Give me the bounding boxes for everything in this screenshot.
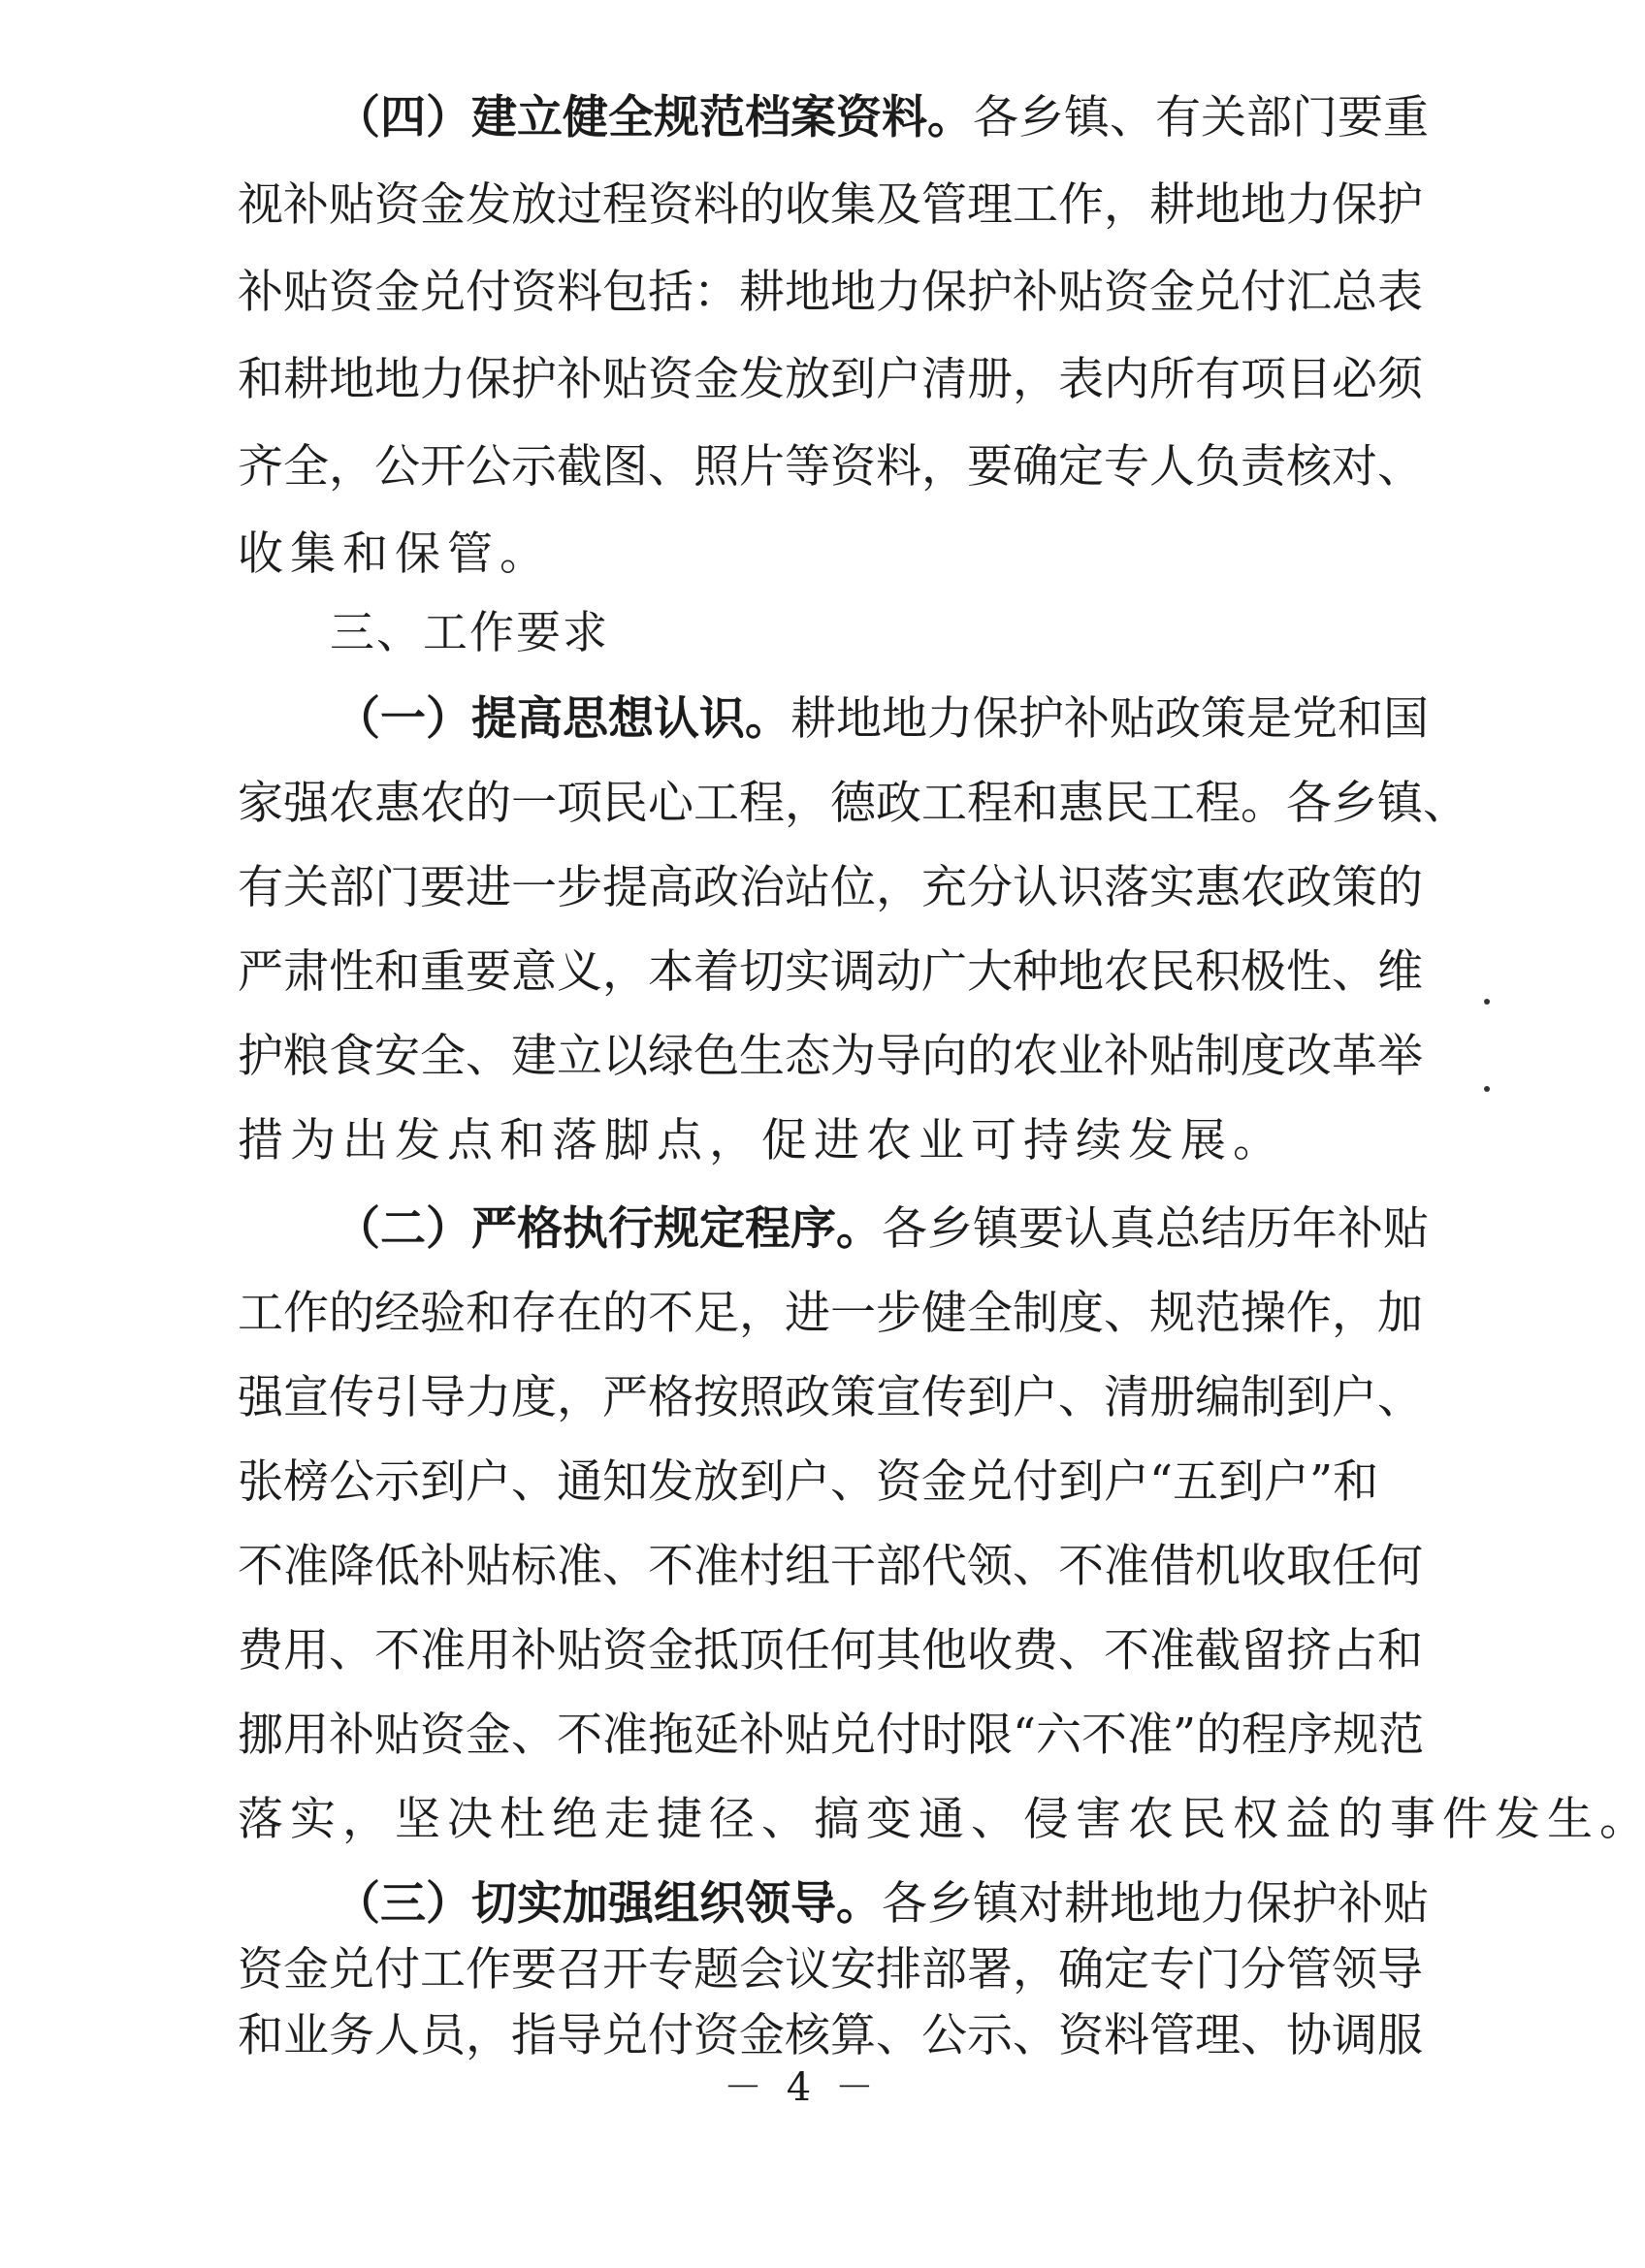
- text-line: （二）严格执行规定程序。 各 乡 镇 要 认 真 总 结 历 年 补 贴: [335, 1200, 1372, 1259]
- text-line: 强 宣 传 引 导 力 度 ， 严 格 按 照 政 策 宣 传 到 户 、 清 册 编 制 到 户 、: [238, 1371, 1423, 1424]
- text-line: 费 用 、 不 准 用 补 贴 资 金 抵 顶 任 何 其 他 收 费 、 不 准 截 留 挤 占 和: [238, 1624, 1423, 1677]
- text-line: 不 准 降 低 补 贴 标 准 、 不 准 村 组 干 部 代 领 、 不 准 借 机 收 取 任 何: [238, 1540, 1423, 1593]
- margin-mark: [1484, 1086, 1490, 1092]
- paragraph-heading: （四）建立健全规范档案资料。: [335, 91, 973, 144]
- text-line: 挪 用 补 贴 资 金 、 不 准 拖 延 补 贴 兑 付 时 限 “ 六 不 准 ” 的 程 序 规 范: [238, 1709, 1425, 1762]
- paragraph-heading: （三）切实加强组织领导。: [335, 1877, 882, 1931]
- text-line: （三）切实加强组织领导。 各 乡 镇 对 耕 地 地 力 保 护 补 贴: [335, 1875, 1372, 1933]
- text-line: 工 作 的 经 验 和 存 在 的 不 足 ， 进 一 步 健 全 制 度 、 规 范 操 作 ， 加: [238, 1287, 1423, 1340]
- text-line: 措 为 出 发 点 和 落 脚 点 ， 促 进 农 业 可 持 续 发 展 。: [238, 1114, 1278, 1167]
- text-line: 收 集 和 保 管 。: [238, 527, 545, 581]
- text-line: （一）提高思想认识。 耕 地 地 力 保 护 补 贴 政 策 是 党 和 国: [335, 690, 1372, 749]
- text-line: 落 实 ， 坚 决 杜 绝 走 捷 径 、 搞 变 通 、 侵 害 农 民 权 益 的 事 件 发 生 。: [238, 1793, 1645, 1846]
- paragraph-heading: （一）提高思想认识。: [335, 692, 790, 746]
- text-line: 和 耕 地 地 力 保 护 补 贴 资 金 发 放 到 户 清 册 ， 表 内 所 有 项 目 必 须: [238, 353, 1423, 406]
- text-line: 有 关 部 门 要 进 一 步 提 高 政 治 站 位 ， 充 分 认 识 落 实 惠 农 政 策 的: [238, 861, 1423, 914]
- section-heading: 三、工作要求: [330, 606, 609, 658]
- text-line: 护 粮 食 安 全 、 建 立 以 绿 色 生 态 为 导 向 的 农 业 补 贴 制 度 改 革 举: [238, 1030, 1423, 1083]
- text-line: 家 强 农 惠 农 的 一 项 民 心 工 程 ， 德 政 工 程 和 惠 民 工 程 。 各 乡 镇 、: [238, 777, 1468, 830]
- text-line: 齐 全 ， 公 开 公 示 截 图 、 照 片 等 资 料 ， 要 确 定 专 人 负 责 核 对 、: [238, 440, 1423, 494]
- text-line: （四）建立健全规范档案资料。 各 乡 镇 、 有 关 部 门 要 重: [335, 89, 1372, 147]
- text-line: 资 金 兑 付 工 作 要 召 开 专 题 会 议 安 排 部 署 ， 确 定 专 门 分 管 领 导: [238, 1943, 1423, 1996]
- page-number: － 4 －: [724, 2065, 880, 2110]
- text-line: 视 补 贴 资 金 发 放 过 程 资 料 的 收 集 及 管 理 工 作 ， 耕 地 地 力 保 护: [238, 178, 1423, 232]
- text-line: 补 贴 资 金 兑 付 资 料 包 括 ： 耕 地 地 力 保 护 补 贴 资 金 兑 付 汇 总 表: [238, 266, 1423, 319]
- margin-mark: [1484, 999, 1490, 1005]
- paragraph-heading: （二）严格执行规定程序。: [335, 1202, 882, 1256]
- text-line: 张 榜 公 示 到 户 、 通 知 发 放 到 户 、 资 金 兑 付 到 户 “ 五 到 户 ” 和: [238, 1455, 1379, 1509]
- text-line: 严 肃 性 和 重 要 意 义 ， 本 着 切 实 调 动 广 大 种 地 农 民 积 极 性 、 维: [238, 945, 1423, 999]
- text-line: 和 业 务 人 员 ， 指 导 兑 付 资 金 核 算 、 公 示 、 资 料 管 理 、 协 调 服: [238, 2009, 1423, 2062]
